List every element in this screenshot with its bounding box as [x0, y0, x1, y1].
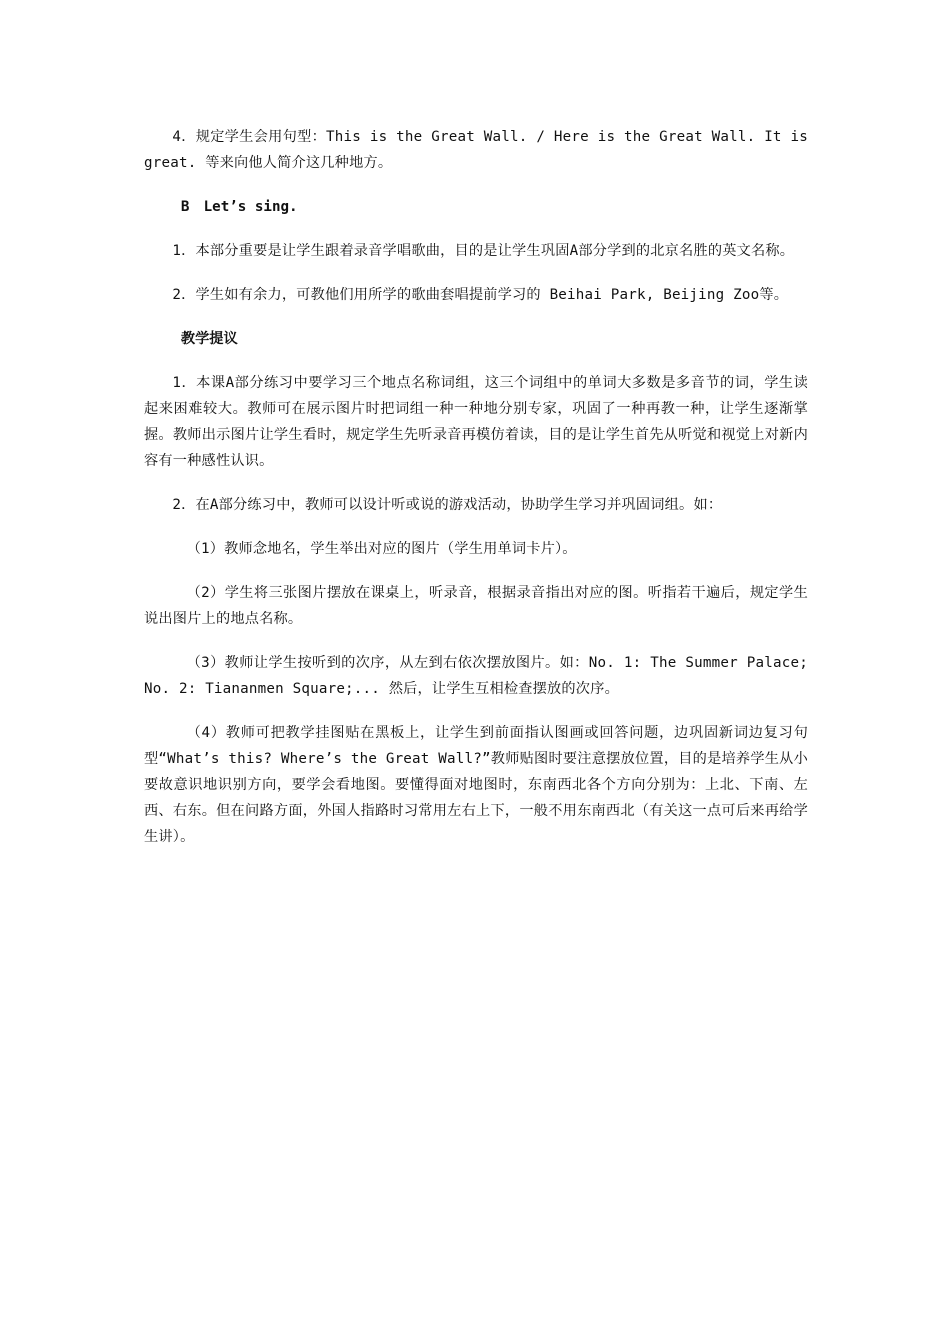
activity-1: （1）教师念地名，学生举出对应的图片（学生用单词卡片）。 — [186, 541, 577, 557]
activity-3: （3）教师让学生按听到的次序，从左到右依次摆放图片。如：No. 1: The Summer Palace; No. 2: Tiananmen Square;... 然后，让学生互相检查摆放的次序。 — [144, 655, 808, 697]
section-b-item-1: 1．本部分重要是让学生跟着录音学唱歌曲，目的是让学生巩固A部分学到的北京名胜的英文名称。 — [172, 243, 795, 259]
paragraph-sentence-patterns: 4．规定学生会用句型：This is the Great Wall. / Here is the Great Wall. It is great. 等来向他人简介这几种地方。 — [144, 129, 808, 171]
suggestion-1: 1．本课A部分练习中要学习三个地点名称词组，这三个词组中的单词大多数是多音节的词，学生读起来困难较大。教师可在展示图片时把词组一种一种地分别专家，巩固了一种再教一种，让学生逐渐掌握。教师出示图片让学生看时，规定学生先听录音再模仿着读，目的是让学生首先从听觉和视觉上对新内容有一种感性认识。 — [144, 375, 808, 469]
activity-2: （2）学生将三张图片摆放在课桌上，听录音，根据录音指出对应的图。听指若干遍后，规定学生说出图片上的地点名称。 — [144, 585, 808, 627]
suggestions-heading: 教学提议 — [180, 331, 238, 347]
activity-4: （4）教师可把教学挂图贴在黑板上，让学生到前面指认图画或回答问题，边巩固新词边复习句型“What’s this? Where’s the Great Wall?”教师贴图时要注意摆放位置，目的是培养学生从小要故意识地识别方向，要学会看地图。要懂得面对地图时，东南西北各个方向分别为：上北、下南、左西、右东。但在问路方面，外国人指路时习常用左右上下，一般不用东南西北（有关这一点可后来再给学生讲）。 — [144, 725, 808, 845]
document-page — [144, 124, 808, 868]
section-b-item-2: 2．学生如有余力，可教他们用所学的歌曲套唱提前学习的 Beihai Park, Beijing Zoo等。 — [172, 287, 789, 303]
section-b-heading: B Let’s sing. — [180, 199, 298, 215]
suggestion-2: 2．在A部分练习中，教师可以设计听或说的游戏活动，协助学生学习并巩固词组。如： — [172, 497, 723, 513]
